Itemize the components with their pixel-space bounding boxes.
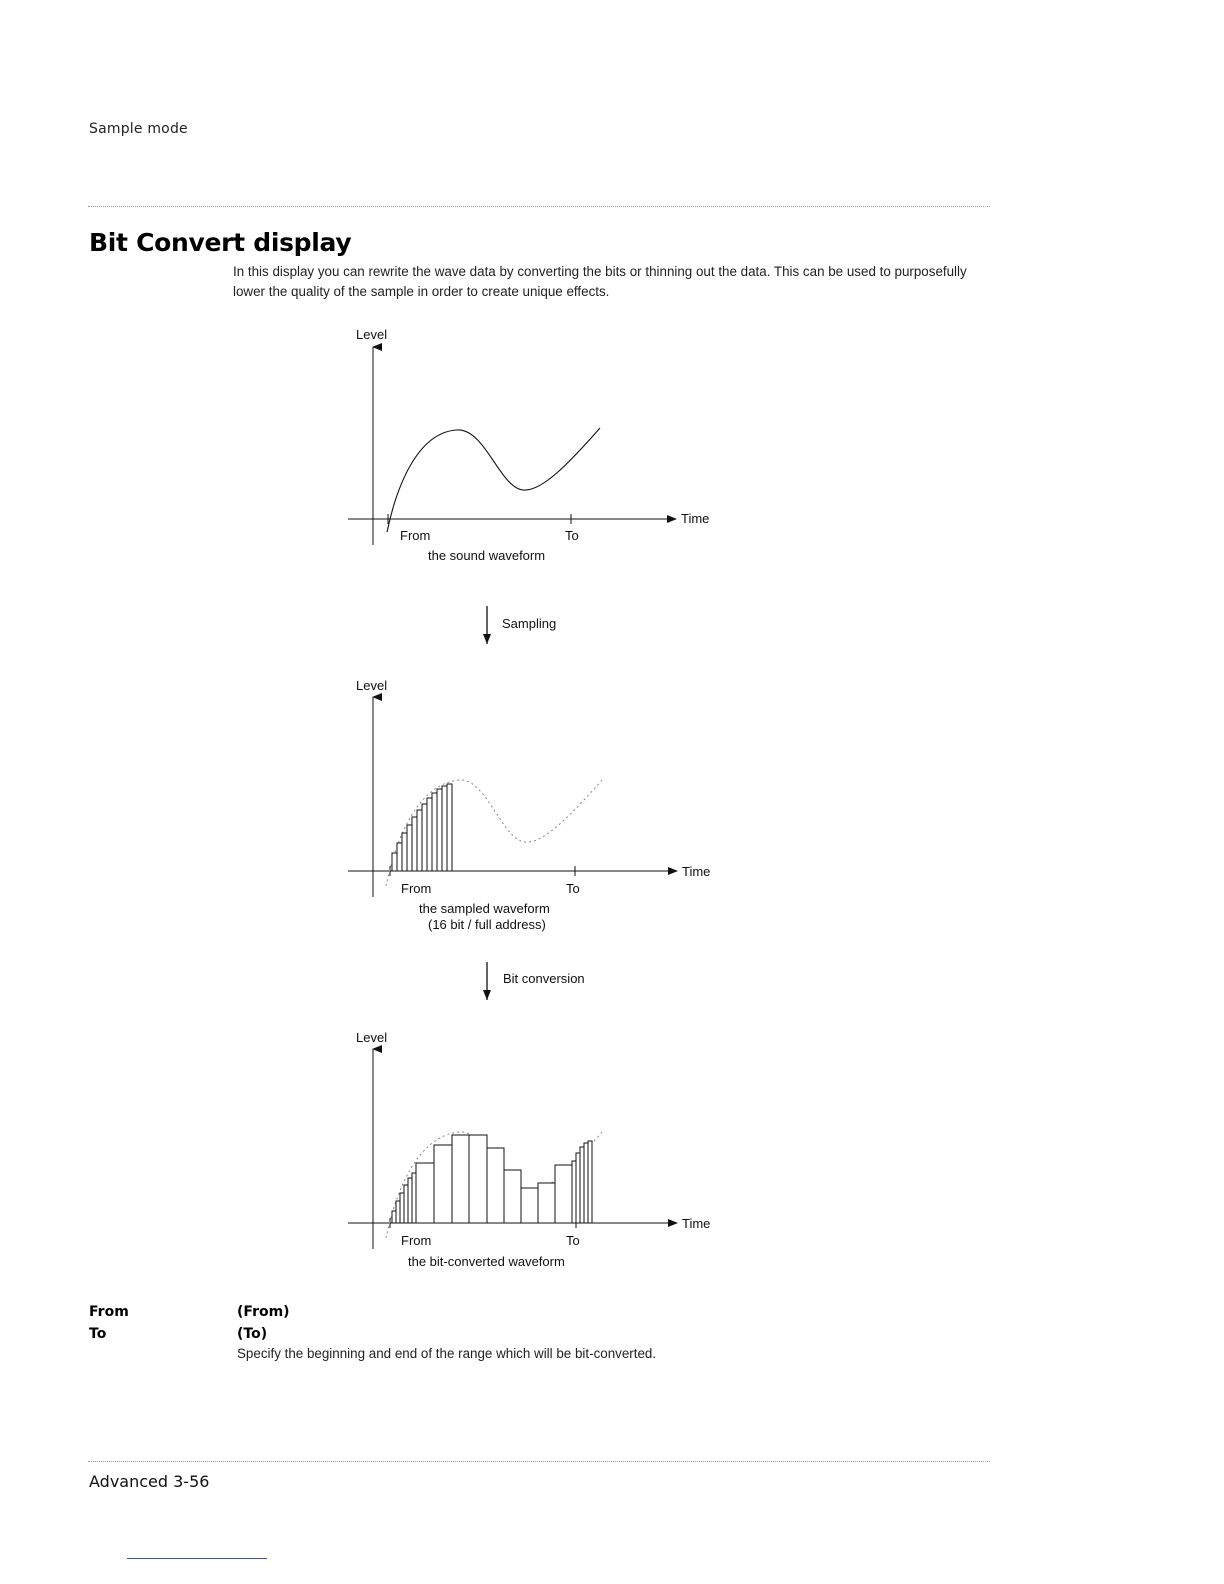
panel3-caption: the bit-converted waveform: [408, 1254, 565, 1269]
x-axis-label: Time: [682, 1216, 711, 1231]
converted-bar-18: [580, 1147, 584, 1223]
converted-bar-17: [576, 1153, 580, 1223]
y-axis-label: Level: [356, 1030, 388, 1045]
param-value-from: (From): [237, 1304, 290, 1320]
running-header: Sample mode: [89, 121, 188, 137]
sample-bar-7: [422, 804, 427, 871]
param-value-to: (To): [237, 1326, 268, 1342]
converted-bar-8: [434, 1145, 452, 1223]
sample-bar-5: [412, 817, 417, 871]
to-marker-label: To: [566, 881, 580, 896]
converted-bar-20: [588, 1141, 592, 1223]
converted-bars: [392, 1135, 592, 1223]
panel2-caption-line2: (16 bit / full address): [428, 917, 546, 932]
sound-curve: [387, 428, 600, 532]
panel-bit-converted-waveform: [348, 1030, 710, 1269]
to-marker-label: To: [566, 1233, 580, 1248]
converted-bar-3: [400, 1193, 404, 1223]
converted-bar-5: [408, 1178, 412, 1223]
bit-conversion-label: Bit conversion: [503, 971, 585, 986]
sample-bars: [392, 784, 452, 871]
from-marker-label: From: [401, 881, 432, 896]
y-axis-label: Level: [356, 327, 388, 342]
sample-bar-11: [442, 786, 447, 871]
intro-paragraph: In this display you can rewrite the wave data by converting the bits or thinning out the data. This can be used to purposefully lower the quality of the sample in order to create unique effects.: [233, 264, 967, 299]
converted-bar-2: [396, 1201, 400, 1223]
sample-bar-2: [397, 843, 402, 871]
from-marker-label: From: [400, 528, 431, 543]
x-axis-label: Time: [682, 864, 711, 879]
param-name-from: From: [89, 1304, 129, 1320]
sample-bar-1: [392, 853, 397, 871]
converted-bar-10: [469, 1135, 487, 1223]
panel-sampled-waveform: [348, 678, 710, 932]
panel2-caption-line1: the sampled waveform: [419, 901, 550, 916]
sample-bar-9: [432, 793, 437, 871]
sample-bar-6: [417, 810, 422, 871]
parameters-description: Specify the beginning and end of the range which will be bit-converted.: [237, 1346, 657, 1361]
converted-bar-16: [572, 1161, 576, 1223]
converted-bar-11: [487, 1148, 504, 1223]
panel1-caption: the sound waveform: [428, 548, 546, 563]
sample-bar-3: [402, 833, 407, 871]
bit-conversion-step: [483, 962, 585, 1000]
converted-bar-6: [412, 1173, 416, 1223]
sampling-label: Sampling: [502, 616, 557, 631]
converted-bar-7: [416, 1163, 434, 1223]
panel-sound-waveform: [348, 327, 709, 563]
sampling-step: [483, 606, 556, 644]
sample-bar-8: [427, 798, 432, 871]
converted-bar-15: [555, 1165, 572, 1223]
sample-bar-10: [437, 789, 442, 871]
converted-bar-4: [404, 1185, 408, 1223]
converted-bar-14: [538, 1183, 555, 1223]
page-number: Advanced 3-56: [89, 1472, 210, 1491]
param-name-to: To: [89, 1326, 107, 1342]
converted-bar-12: [504, 1170, 521, 1223]
converted-bar-19: [584, 1143, 588, 1223]
x-axis-label: Time: [681, 511, 710, 526]
y-axis-label: Level: [356, 678, 388, 693]
sample-bar-4: [407, 825, 412, 871]
sample-bar-12: [447, 784, 452, 871]
from-marker-label: From: [401, 1233, 432, 1248]
to-marker-label: To: [565, 528, 579, 543]
converted-bar-1: [392, 1211, 396, 1223]
bottom-divider: [88, 1461, 990, 1462]
page-title: Bit Convert display: [89, 228, 352, 257]
converted-bar-9: [452, 1135, 469, 1223]
underline-decoration: [127, 1558, 267, 1559]
converted-bar-13: [521, 1188, 538, 1223]
